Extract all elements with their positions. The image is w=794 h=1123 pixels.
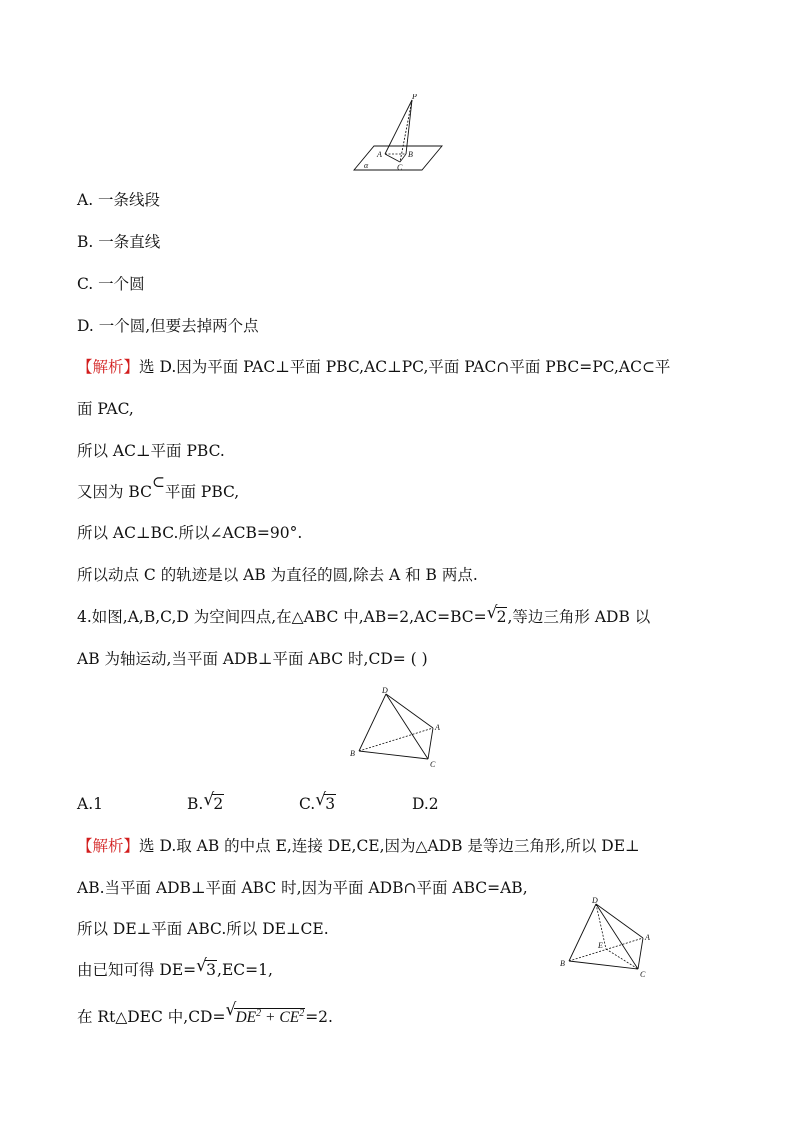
label-b: B [350, 749, 355, 758]
label-d: D [382, 686, 388, 695]
figure-tetrahedron [346, 686, 452, 770]
label-c: C [397, 163, 403, 172]
solution-q3-line1: 【解析】选 D.因为平面 PAC⊥平面 PBC,AC⊥PC,平面 PAC∩平面 PBC=PC,AC⊂平 [77, 358, 671, 376]
edge-ac [385, 154, 400, 162]
option-q3-a: A. 一条线段 [77, 191, 161, 209]
option-q3-c: C. 一个圆 [77, 275, 145, 293]
solution-q4-line4: 由已知可得 DE= √ 3,EC=1, [77, 956, 273, 979]
option-q4-c: C. √ 3 [299, 790, 336, 813]
solution-q3-line3: 所以 AC⊥平面 PBC. [77, 442, 225, 460]
label-a: A [377, 150, 382, 159]
option-q4-d: D.2 [412, 795, 439, 813]
solution-q4-line2: AB.当平面 ADB⊥平面 ABC 时,因为平面 ADB∩平面 ABC=AB, [77, 879, 528, 897]
label-c: C [640, 970, 646, 979]
label-e: E [598, 941, 603, 950]
figure-tetrahedron-e [556, 896, 662, 980]
solution-q3-line6: 所以动点 C 的轨迹是以 AB 为直径的圆,除去 A 和 B 两点. [77, 566, 478, 584]
option-q4-b: B. √ 2 [187, 790, 224, 813]
label-b: B [560, 959, 565, 968]
solution-q4-line5: 在 Rt△DEC 中,CD= √ $DE^2 + CE^2=2$. [77, 1000, 333, 1027]
sqrt-2: √ 2 [486, 603, 507, 626]
solution-q3-line4: 又因为 BC⊂平面 PBC, [77, 473, 240, 501]
label-c: C [430, 760, 436, 769]
label-a: A [435, 723, 440, 732]
label-alpha: α [364, 161, 369, 170]
options-q4-row [77, 790, 677, 814]
option-q3-d: D. 一个圆,但要去掉两个点 [77, 317, 259, 335]
question4-line1: 4.如图,A,B,C,D 为空间四点,在△ABC 中,AB=2,AC=BC= √ 2,等边三角形 ADB 以 [77, 603, 651, 626]
option-q3-b: B. 一条直线 [77, 233, 161, 251]
solution-q4-line3: 所以 DE⊥平面 ABC.所以 DE⊥CE. [77, 920, 329, 938]
option-q4-a: A.1 [77, 795, 103, 813]
label-a: A [645, 933, 650, 942]
label-p: P [412, 94, 417, 101]
label-d: D [592, 896, 598, 905]
solution-tag: 【解析】 [77, 837, 140, 855]
solution-tag: 【解析】 [77, 358, 140, 376]
solution-q3-line2: 面 PAC, [77, 400, 134, 418]
question4-line2: AB 为轴运动,当平面 ADB⊥平面 ABC 时,CD= ( ) [77, 650, 428, 668]
solution-q4-line1: 【解析】选 D.取 AB 的中点 E,连接 DE,CE,因为△ADB 是等边三角形,所以 DE⊥ [77, 837, 640, 855]
sqrt-expression: √ $DE^2 + CE^2$ [225, 1000, 305, 1027]
label-b: B [408, 150, 413, 159]
figure-plane-pabc [350, 94, 446, 174]
sqrt-3: √ 3 [196, 956, 217, 979]
solution-q3-line5: 所以 AC⊥BC.所以∠ACB=90°. [77, 524, 303, 542]
subset-symbol: ⊂ [151, 473, 165, 491]
